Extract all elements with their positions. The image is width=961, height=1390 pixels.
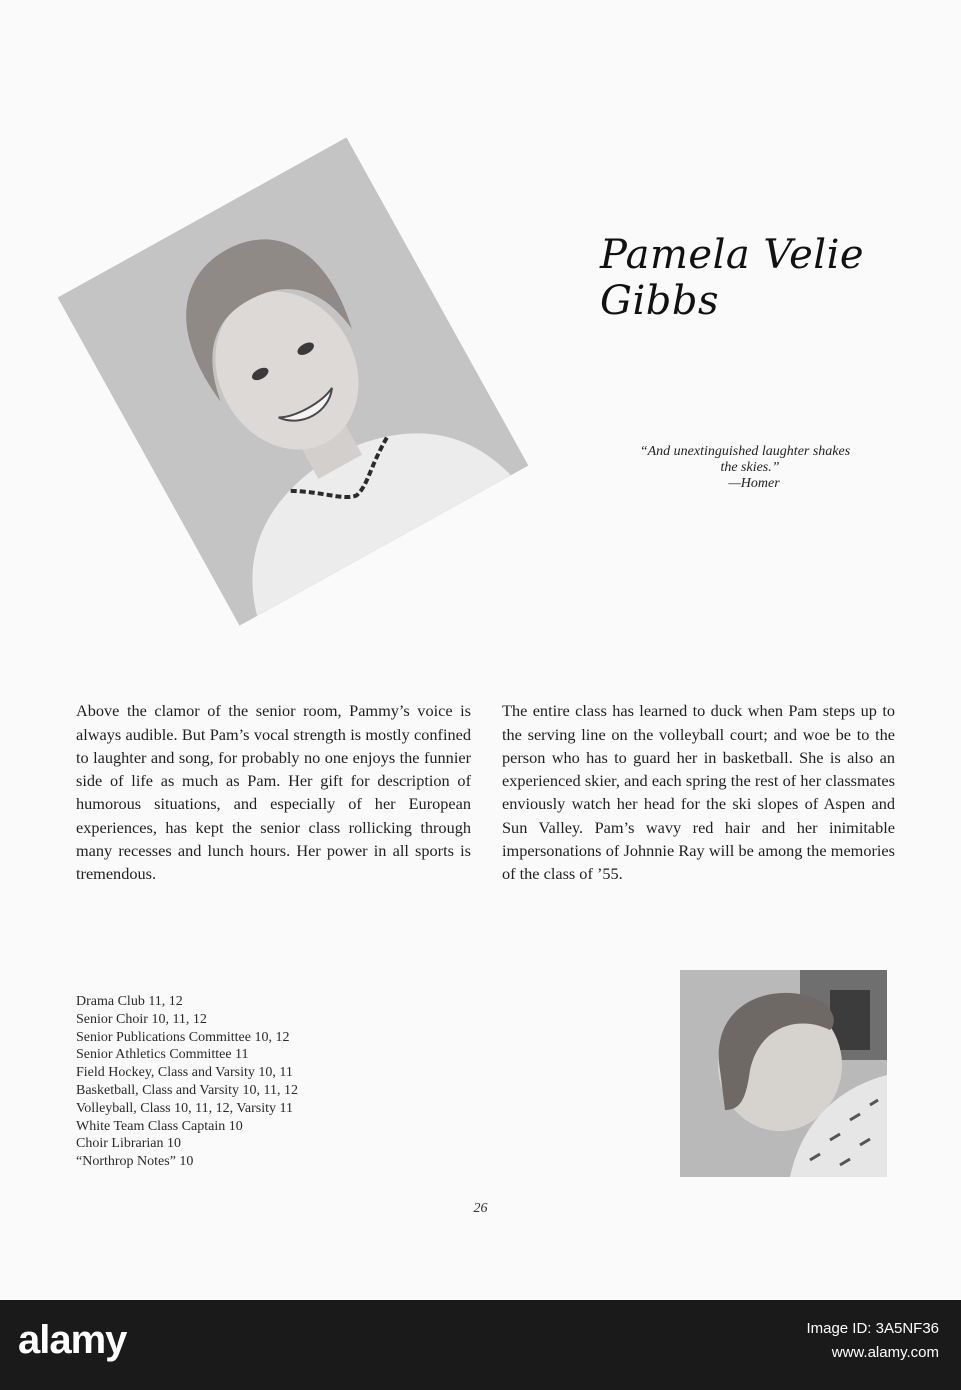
image-id-label: Image ID: 3A5NF36 xyxy=(806,1320,939,1337)
student-name: Pamela Velie Gibbs xyxy=(600,232,865,324)
page-number: 26 xyxy=(473,1201,488,1216)
quote-line-1: “And unextinguished laughter shakes xyxy=(639,444,851,459)
stock-watermark-bar xyxy=(0,1300,961,1390)
biography-right-column: The entire class has learned to duck when Pam steps up to the serving line on the volleyball court; and woe be to the person who has to guard her in basketball. She is also an experienced skier, and each spring the rest of her classmates enviously watch her head for the ski slopes of Aspen and Sun Valley. Pam’s wavy red hair and her inimitable impersonations of Johnnie Ray will be among the memories of the class of ’55. xyxy=(502,701,895,884)
epigraph-quote xyxy=(590,444,900,492)
alamy-logo: alamy xyxy=(18,1318,127,1362)
activity-item: Field Hockey, Class and Varsity 10, 11 xyxy=(76,1065,293,1081)
candid-snapshot-photo xyxy=(680,970,887,1177)
activity-item: Choir Librarian 10 xyxy=(76,1136,181,1152)
senior-portrait-photo xyxy=(58,138,528,626)
quote-line-2: the skies.” xyxy=(720,460,780,475)
activity-item: Volleyball, Class 10, 11, 12, Varsity 11 xyxy=(76,1100,293,1116)
activity-item: Basketball, Class and Varsity 10, 11, 12 xyxy=(76,1082,299,1098)
biography-left-column: Above the clamor of the senior room, Pammy’s voice is always audible. But Pam’s vocal strength is mostly confined to laughter and song, for probably no one enjoys the funnier side of life as much as Pam. Her gift for description of humorous situations, and especially of her European experiences, has kept the senior class rollicking through many recesses and lunch hours. Her power in all sports is tremendous. xyxy=(76,701,471,884)
activity-item: Senior Publications Committee 10, 12 xyxy=(76,1029,290,1045)
stock-site-url: www.alamy.com xyxy=(831,1344,939,1361)
activity-item: “Northrop Notes” 10 xyxy=(76,1154,194,1170)
activities-list xyxy=(76,993,298,1171)
activity-item: White Team Class Captain 10 xyxy=(76,1118,243,1134)
activity-item: Senior Choir 10, 11, 12 xyxy=(76,1011,207,1027)
activity-item: Senior Athletics Committee 11 xyxy=(76,1047,249,1063)
quote-attribution: —Homer xyxy=(728,476,780,491)
activity-item: Drama Club 11, 12 xyxy=(76,994,183,1009)
